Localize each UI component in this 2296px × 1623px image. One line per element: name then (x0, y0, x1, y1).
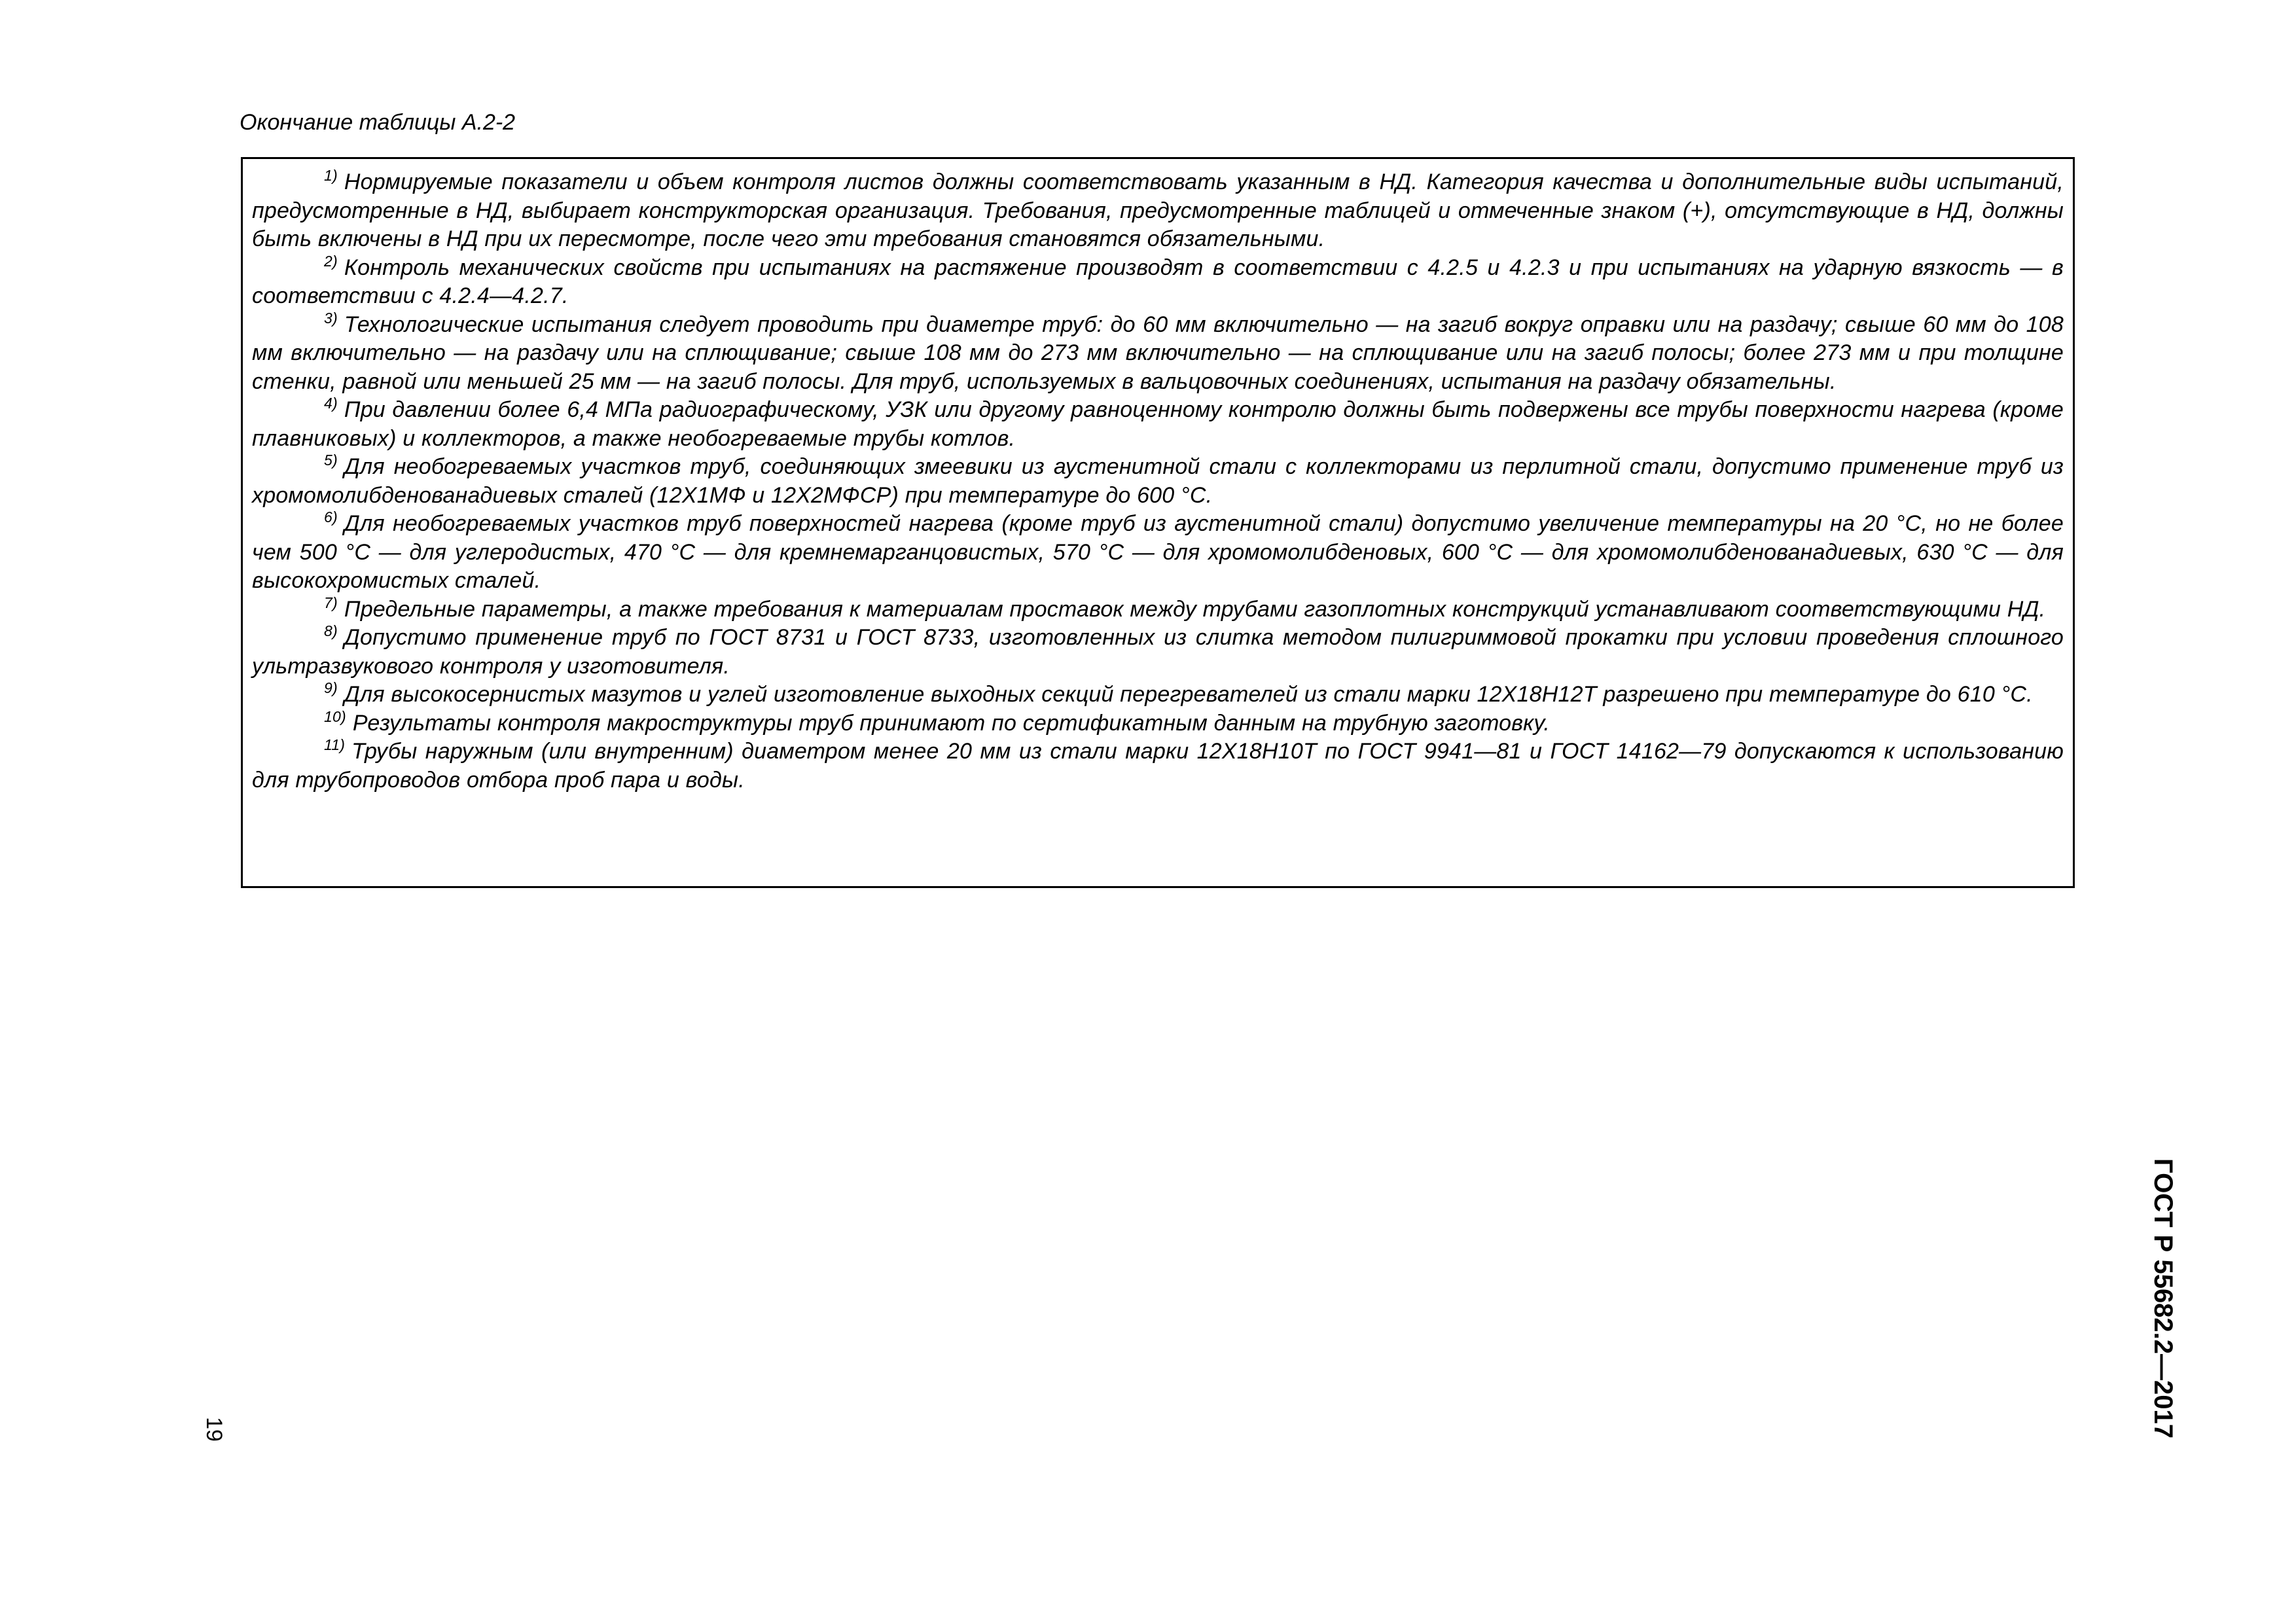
footnote-4 (252, 396, 2064, 453)
footnote-text: Технологические испытания следует проводить при диаметре труб: до 60 мм включительно — на загиб вокруг оправки или на раздачу; свыше 60 мм до 108 мм включительно — на раздачу или на сплющивание; свыше 108 мм до 273 мм включительно — на сплющивание или на загиб полосы; более 273 мм и при толщине стенки, равной или меньшей 25 мм — на загиб полосы. Для труб, используемых в вальцовочных соединениях, испытания на раздачу обязательны. (252, 312, 2064, 394)
footnote-marker: 4) (324, 395, 338, 412)
footnote-marker: 8) (324, 622, 338, 639)
footnote-1 (252, 168, 2064, 254)
footnote-text: Предельные параметры, а также требования к материалам проставок между трубами газоплотных конструкций устанавливают соответствующими НД. (344, 596, 2046, 622)
footnote-marker: 3) (324, 309, 338, 327)
footnote-2 (252, 254, 2064, 311)
footnote-text: Для необогреваемых участков труб, соединяющих змеевики из аустенитной стали с коллекторами из перлитной стали, допустимо применение труб из хромомолибденованадиевых сталей (12Х1МФ и 12Х2МФСР) при температуре до 600 °С. (252, 454, 2064, 508)
page-number: 19 (202, 1417, 226, 1442)
footnote-text: Трубы наружным (или внутренним) диаметром менее 20 мм из стали марки 12Х18Н10Т по ГОСТ 9941—81 и ГОСТ 14162—79 допускаются к использованию для трубопроводов отбора проб пара и воды. (252, 739, 2064, 793)
footnote-6 (252, 510, 2064, 596)
footnote-3 (252, 311, 2064, 397)
footnote-text: Нормируемые показатели и объем контроля листов должны соответствовать указанным в НД. Категория качества и дополнительные виды испытаний, предусмотренные в НД, выбирает конструкторская организация. Требования, предусмотренные таблицей и отмеченные знаком (+), отсутствующие в НД, должны быть включены в НД при их пересмотре, после чего эти требования становятся обязательными. (252, 169, 2064, 251)
footnote-marker: 1) (324, 167, 338, 184)
footnote-text: Допустимо применение труб по ГОСТ 8731 и ГОСТ 8733, изготовленных из слитка методом пилигриммовой прокатки при условии проведения сплошного ультразвукового контроля у изготовителя. (252, 625, 2064, 679)
document-code: ГОСТ Р 55682.2—2017 (2149, 1158, 2178, 1439)
footnote-marker: 9) (324, 679, 338, 696)
footnote-text: Результаты контроля макроструктуры труб принимают по сертификатным данным на трубную заготовку. (352, 710, 1550, 736)
footnote-8 (252, 624, 2064, 681)
footnote-11 (252, 738, 2064, 794)
footnote-marker: 11) (324, 736, 346, 753)
footnote-text: Для высокосернистых мазутов и углей изготовление выходных секций перегревателей из стали марки 12Х18Н12Т разрешено при температуре до 610 °С. (344, 682, 2033, 707)
footnote-5 (252, 453, 2064, 510)
footnote-text: Контроль механических свойств при испытаниях на растяжение производят в соответствии с 4.2.5 и 4.2.3 и при испытаниях на ударную вязкость — в соответствии с 4.2.4—4.2.7. (252, 255, 2064, 308)
footnote-9 (252, 681, 2064, 709)
footnote-marker: 10) (324, 707, 346, 725)
footnote-marker: 2) (324, 252, 338, 270)
footnotes-box (241, 157, 2075, 888)
footnote-text: Для необогреваемых участков труб поверхностей нагрева (кроме труб из аустенитной стали) допустимо увеличение температуры на 20 °С, но не более чем 500 °С — для углеродистых, 470 °С — для кремнемарганцовистых, 570 °С — для хромомолибденовых, 600 °С — для хромомолибденованадиевых, 630 °С — для высокохромистых сталей. (252, 511, 2064, 593)
footnote-marker: 5) (324, 452, 338, 469)
footnote-marker: 6) (324, 508, 338, 526)
footnote-7 (252, 596, 2064, 624)
footnote-text: При давлении более 6,4 МПа радиографическому, УЗК или другому равноценному контролю должны быть подвержены все трубы поверхности нагрева (кроме плавниковых) и коллекторов, а также необогреваемые трубы котлов. (252, 397, 2064, 451)
footnote-10 (252, 709, 2064, 738)
footnote-marker: 7) (324, 594, 338, 611)
table-continuation-caption: Окончание таблицы А.2-2 (240, 110, 516, 135)
